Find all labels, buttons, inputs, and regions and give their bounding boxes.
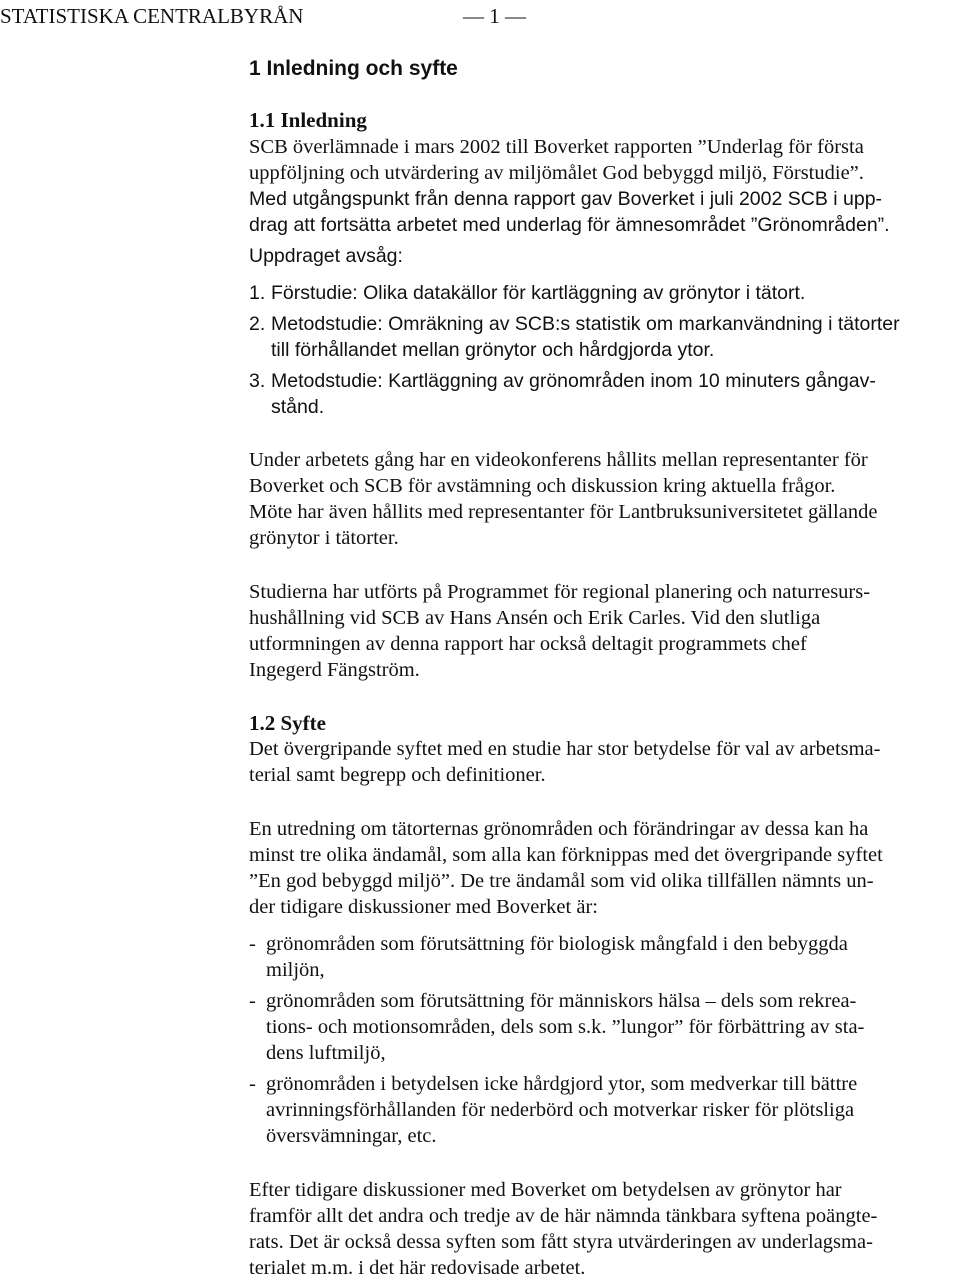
running-header xyxy=(0,4,303,28)
paragraph-line: Ingegerd Fängström. xyxy=(249,659,420,681)
bullet-text: översvämningar, etc. xyxy=(266,1125,437,1147)
paragraph-line: Under arbetets gång har en videokonferens hållits mellan representanter för xyxy=(249,449,868,471)
bullet-text: avrinningsförhållanden för nederbörd och motverkar risker för plötsliga xyxy=(266,1099,855,1121)
bullet-dash: - xyxy=(249,933,256,955)
para-1-1-serif-line-2: uppföljning och utvärdering av miljömålet God bebyggd miljö, Förstudie”. xyxy=(249,162,864,184)
paragraph-line: utformningen av denna rapport har också deltagit programmets chef xyxy=(249,633,807,655)
paragraph-line: framför allt det andra och tredje av de här nämnda tänkbara syftena poängte- xyxy=(249,1205,878,1227)
bullet-text: miljön, xyxy=(266,959,325,981)
paragraph-line: Boverket och SCB för avstämning och diskussion kring aktuella frågor. xyxy=(249,475,836,497)
organization-name: STATISTISKA CENTRALBYRÅN xyxy=(0,4,304,28)
paragraph-line: terialet m.m. i det här redovisade arbetet. xyxy=(249,1257,586,1279)
list-item-text: Metodstudie: Omräkning av SCB:s statistik om markanvändning i tätorter xyxy=(271,313,900,335)
paragraph-line: En utredning om tätorternas grönområden och förändringar av dessa kan ha xyxy=(249,818,869,840)
chapter-title: 1 Inledning och syfte xyxy=(249,57,458,80)
paragraph-line: der tidigare diskussioner med Boverket är: xyxy=(249,896,598,918)
bullet-text: grönområden som förutsättning för biologisk mångfald i den bebyggda xyxy=(266,933,848,955)
paragraph-line: Studierna har utförts på Programmet för regional planering och naturresurs- xyxy=(249,581,871,603)
list-item-number: 2. xyxy=(249,313,266,335)
paragraph-line: minst tre olika ändamål, som alla kan förknippas med det övergripande syftet xyxy=(249,844,883,866)
section-heading-1-2: 1.2 Syfte xyxy=(249,711,326,735)
para-1-1-sans-line-2: drag att fortsätta arbetet med underlag för ämnesområdet ”Grönområden”. xyxy=(249,214,890,236)
bullet-text: tions- och motionsområden, dels som s.k. ”lungor” för förbättring av sta- xyxy=(266,1016,865,1038)
list-item-text: till förhållandet mellan grönytor och hårdgjorda ytor. xyxy=(271,339,715,361)
para-1-1-serif-line-1: SCB överlämnade i mars 2002 till Boverket rapporten ”Underlag för första xyxy=(249,136,864,158)
list-item-text: Förstudie: Olika datakällor för kartläggning av grönytor i tätort. xyxy=(271,282,806,304)
paragraph-line: hushållning vid SCB av Hans Ansén och Erik Carles. Vid den slutliga xyxy=(249,607,821,629)
paragraph-line: ”En god bebyggd miljö”. De tre ändamål som vid olika tillfällen nämnts un- xyxy=(249,870,874,892)
page-number: — 1 — xyxy=(463,4,526,28)
paragraph-line: Efter tidigare diskussioner med Boverket om betydelsen av grönytor har xyxy=(249,1179,842,1201)
paragraph-line: rats. Det är också dessa syften som fått styra utvärderingen av underlagsma- xyxy=(249,1231,873,1253)
bullet-dash: - xyxy=(249,990,256,1012)
paragraph-line: Det övergripande syftet med en studie har stor betydelse för val av arbetsma- xyxy=(249,738,881,760)
bullet-dash: - xyxy=(249,1073,256,1095)
list-item-text: Metodstudie: Kartläggning av grönområden inom 10 minuters gångav- xyxy=(271,370,876,392)
para-1-1-sans-line-3: Uppdraget avsåg: xyxy=(249,245,403,267)
paragraph-line: grönytor i tätorter. xyxy=(249,527,399,549)
bullet-text: grönområden i betydelsen icke hårdgjord ytor, som medverkar till bättre xyxy=(266,1073,858,1095)
list-item-number: 3. xyxy=(249,370,266,392)
bullet-text: grönområden som förutsättning för människors hälsa – dels som rekrea- xyxy=(266,990,857,1012)
paragraph-line: terial samt begrepp och definitioner. xyxy=(249,764,546,786)
section-heading-1-1: 1.1 Inledning xyxy=(249,108,367,132)
list-item-number: 1. xyxy=(249,282,266,304)
paragraph-line: Möte har även hållits med representanter för Lantbruksuniversitetet gällande xyxy=(249,501,878,523)
para-1-1-sans-line-1: Med utgångspunkt från denna rapport gav Boverket i juli 2002 SCB i upp- xyxy=(249,188,883,210)
list-item-text: stånd. xyxy=(271,396,325,418)
bullet-text: dens luftmiljö, xyxy=(266,1042,386,1064)
page-number-value: 1 xyxy=(489,4,500,28)
